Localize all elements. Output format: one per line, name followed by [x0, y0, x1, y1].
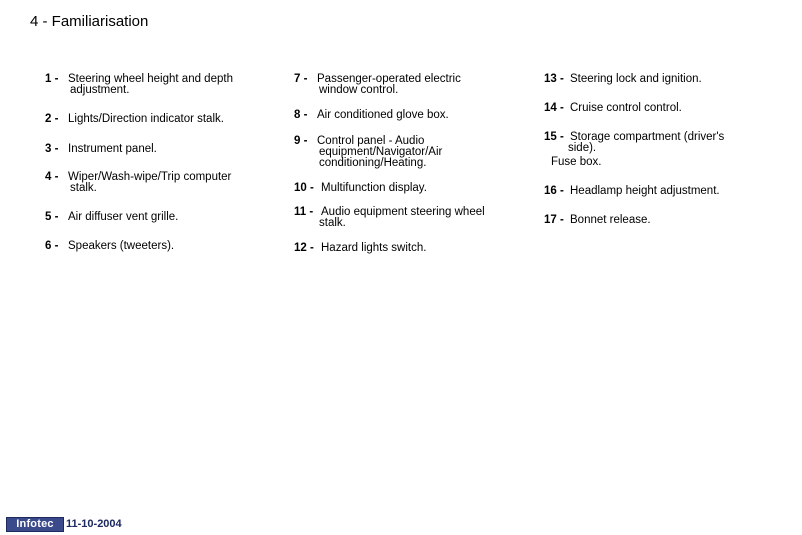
- item-text: Cruise control control.: [570, 102, 682, 114]
- legend-item-13: [544, 74, 794, 85]
- item-number: 2 -: [45, 113, 59, 125]
- item-number: 13 -: [544, 73, 564, 85]
- item-text: Steering lock and ignition.: [570, 73, 702, 85]
- item-number: 11 -: [294, 206, 314, 218]
- legend-item-3: [45, 144, 285, 155]
- item-text-continued: stalk.: [70, 182, 97, 194]
- legend-item-12: [294, 243, 534, 254]
- legend-item-1: [45, 74, 285, 96]
- item-number: 10 -: [294, 182, 314, 194]
- legend-item-8: [294, 110, 534, 121]
- item-number: 12 -: [294, 242, 314, 254]
- legend-item-7: [294, 74, 534, 96]
- item-text-continued: window control.: [319, 84, 399, 96]
- item-number: 1 -: [45, 73, 59, 85]
- legend-item-15: [544, 132, 794, 154]
- legend-item-14: [544, 103, 794, 114]
- legend-item-2: [45, 114, 285, 125]
- item-number: 7 -: [294, 73, 308, 85]
- item-text: Bonnet release.: [570, 214, 651, 226]
- fuse-box-note: Fuse box.: [551, 156, 602, 168]
- item-text-continued: equipment/Navigator/Air: [319, 146, 443, 158]
- item-number: 5 -: [45, 211, 59, 223]
- item-number: 8 -: [294, 109, 308, 121]
- page-title: 4 - Familiarisation: [30, 13, 149, 30]
- item-number: 17 -: [544, 214, 564, 226]
- legend-item-6: [45, 241, 285, 252]
- legend-item-17: [544, 215, 794, 226]
- item-number: 9 -: [294, 135, 308, 147]
- legend-item-9: [294, 136, 534, 169]
- item-text-continued: stalk.: [319, 217, 346, 229]
- infotec-logo: Infotec: [6, 517, 64, 532]
- item-number: 16 -: [544, 185, 564, 197]
- item-text-continued-2: conditioning/Heating.: [319, 157, 427, 169]
- item-text: Passenger-operated electric: [317, 73, 461, 85]
- legend-item-10: [294, 183, 534, 194]
- item-text: Wiper/Wash-wipe/Trip computer: [68, 171, 232, 183]
- legend-item-4: [45, 172, 285, 194]
- item-text: Speakers (tweeters).: [68, 240, 175, 252]
- item-number: 3 -: [45, 143, 59, 155]
- legend-item-11: [294, 207, 534, 229]
- item-text: Storage compartment (driver's: [570, 131, 725, 143]
- item-number: 15 -: [544, 131, 564, 143]
- item-text: Instrument panel.: [68, 143, 157, 155]
- item-text: Lights/Direction indicator stalk.: [68, 113, 224, 125]
- item-text: Audio equipment steering wheel: [321, 206, 485, 218]
- item-number: 14 -: [544, 102, 564, 114]
- legend-item-16: [544, 186, 794, 197]
- legend-item-5: [45, 212, 285, 223]
- item-number: 4 -: [45, 171, 59, 183]
- item-text: Control panel - Audio: [317, 135, 425, 147]
- item-text: Air conditioned glove box.: [317, 109, 449, 121]
- item-text: Steering wheel height and depth: [68, 73, 233, 85]
- item-text: Hazard lights switch.: [321, 242, 427, 254]
- item-text: Multifunction display.: [321, 182, 427, 194]
- item-text: Headlamp height adjustment.: [570, 185, 720, 197]
- item-number: 6 -: [45, 240, 59, 252]
- item-text-continued: adjustment.: [70, 84, 130, 96]
- footer-date: 11-10-2004: [66, 518, 122, 530]
- item-text-continued: side).: [568, 142, 597, 154]
- item-text: Air diffuser vent grille.: [68, 211, 179, 223]
